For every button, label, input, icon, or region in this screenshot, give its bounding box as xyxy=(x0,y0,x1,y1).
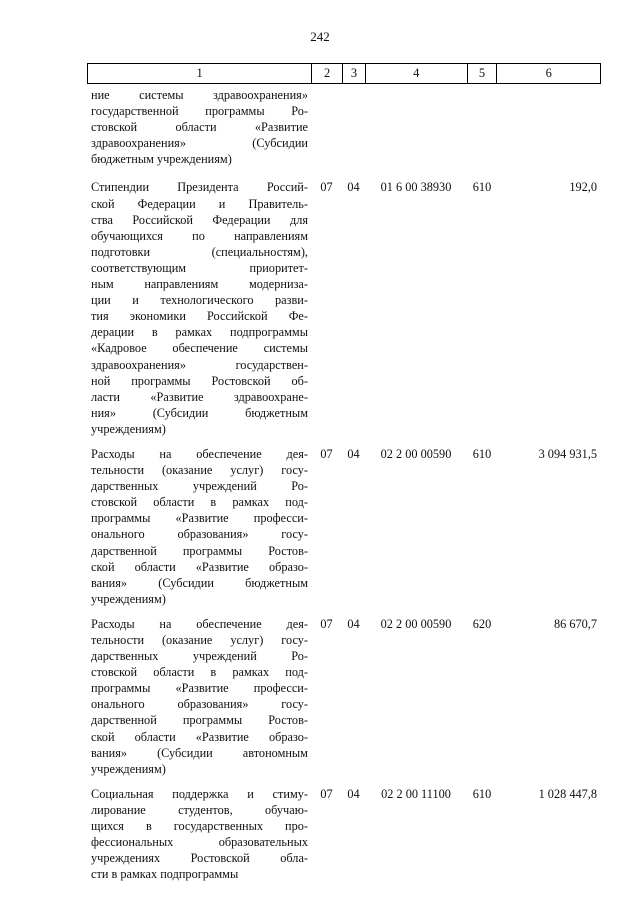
description-line: онального образования» госу- xyxy=(91,697,308,712)
description-line: дарственных учреждений Ро- xyxy=(91,479,308,494)
row-subsection: 04 xyxy=(347,180,360,195)
table-header xyxy=(87,63,601,84)
table-body xyxy=(87,87,601,891)
description-line: ской области «Развитие образо- xyxy=(91,729,308,744)
description-line: здравоохранения» (Субсидии xyxy=(91,136,308,151)
description-line: государственной программы Ро- xyxy=(91,104,308,119)
row-expense-type: 610 xyxy=(472,786,492,801)
table-row xyxy=(87,179,601,437)
description-line: «Кадровое обеспечение системы xyxy=(91,341,308,356)
description-line: ным направлениям модерниза- xyxy=(91,277,308,292)
row-expense-type: 610 xyxy=(472,180,492,195)
description-line: программы «Развитие професси- xyxy=(91,511,308,526)
description-line: ной программы Ростовской об- xyxy=(91,373,308,388)
description-line: сти в рамках подпрограммы xyxy=(91,867,239,882)
description-line: бюджетным учреждениям) xyxy=(91,152,232,167)
description-line: лирование студентов, обучаю- xyxy=(91,802,308,817)
description-line: тельности (оказание услуг) госу- xyxy=(91,633,308,647)
description-line: тия экономики Российской Фе- xyxy=(91,309,308,324)
row-subsection xyxy=(342,87,365,167)
table-row xyxy=(87,87,601,167)
description-line: учреждениям) xyxy=(91,421,166,436)
description-line: ской области «Развитие образо- xyxy=(91,559,308,574)
row-target-code xyxy=(365,87,467,167)
description-line: учреждениям) xyxy=(91,591,166,606)
page-number: 242 xyxy=(310,29,330,44)
description-line: ласти «Развитие здравоохране- xyxy=(91,389,308,404)
table-row xyxy=(87,446,601,607)
row-section xyxy=(311,87,342,167)
header-col-5: 5 xyxy=(467,64,497,83)
description-line: Расходы на обеспечение дея- xyxy=(91,616,308,631)
description-line: Социальная поддержка и стиму- xyxy=(91,786,308,801)
row-amount: 86 670,7 xyxy=(553,616,597,631)
row-section: 07 xyxy=(320,446,333,461)
description-line: щихся в государственных про- xyxy=(91,819,308,834)
description-line: подготовки (специальностям), xyxy=(91,244,308,259)
row-amount: 1 028 447,8 xyxy=(538,786,597,801)
description-line: ской Федерации и Правитель- xyxy=(91,196,308,211)
description-line: дарственных учреждений Ро- xyxy=(91,649,308,664)
description-line: Расходы на обеспечение дея- xyxy=(91,446,308,461)
header-col-3: 3 xyxy=(342,64,365,83)
description-line: дарственной программы Ростов- xyxy=(91,543,308,558)
description-line: стовской области в рамках под- xyxy=(91,495,308,510)
table-row xyxy=(87,786,601,883)
row-expense-type: 610 xyxy=(472,446,492,461)
row-target-code: 02 2 00 00590 xyxy=(380,446,452,461)
description-line: фессиональных образовательных xyxy=(91,835,308,850)
description-line: учреждениям) xyxy=(91,761,166,776)
row-expense-type: 620 xyxy=(472,616,492,631)
table-row xyxy=(87,616,601,777)
row-section: 07 xyxy=(320,786,333,801)
description-line: Стипендии Президента Россий- xyxy=(91,180,308,195)
row-subsection: 04 xyxy=(347,446,360,461)
row-subsection: 04 xyxy=(347,786,360,801)
description-line: соответствующим приоритет- xyxy=(91,260,308,275)
row-description xyxy=(87,87,311,167)
description-line: ния» (Субсидии бюджетным xyxy=(91,405,308,420)
header-col-2: 2 xyxy=(311,64,342,83)
header-col-1: 1 xyxy=(196,66,203,80)
header-col-4: 4 xyxy=(365,64,467,83)
description-line: тельности (оказание услуг) госу- xyxy=(91,463,308,478)
header-col-6: 6 xyxy=(496,64,600,83)
row-description xyxy=(87,446,311,607)
description-line: ства Российской Федерации для xyxy=(91,212,308,227)
row-amount: 192,0 xyxy=(569,180,597,195)
description-line: вания» (Субсидии бюджетным xyxy=(91,575,308,590)
description-line: программы «Развитие професси- xyxy=(91,681,308,696)
description-line: ции и технологического разви- xyxy=(91,293,308,308)
row-description xyxy=(87,616,311,777)
row-target-code: 01 6 00 38930 xyxy=(380,180,452,195)
description-line: дерации в рамках подпрограммы xyxy=(91,325,308,340)
description-line: стовской области «Развитие xyxy=(91,120,308,135)
row-section: 07 xyxy=(320,180,333,195)
row-target-code: 02 2 00 11100 xyxy=(381,786,451,801)
row-expense-type xyxy=(467,87,497,167)
description-line: учреждениях Ростовской обла- xyxy=(91,851,308,866)
row-subsection: 04 xyxy=(347,616,360,631)
row-target-code: 02 2 00 00590 xyxy=(380,616,452,631)
row-description xyxy=(87,786,311,883)
description-line: онального образования» госу- xyxy=(91,527,308,542)
description-line: стовской области в рамках под- xyxy=(91,665,308,680)
row-amount: 3 094 931,5 xyxy=(538,446,597,461)
row-description xyxy=(87,179,311,437)
row-section: 07 xyxy=(320,616,333,631)
row-amount xyxy=(497,87,601,167)
description-line: дарственной программы Ростов- xyxy=(91,713,308,728)
description-line: ние системы здравоохранения» xyxy=(91,88,308,102)
description-line: обучающихся по направлениям xyxy=(91,228,308,243)
description-line: здравоохранения» государствен- xyxy=(91,357,308,372)
description-line: вания» (Субсидии автономным xyxy=(91,745,308,760)
